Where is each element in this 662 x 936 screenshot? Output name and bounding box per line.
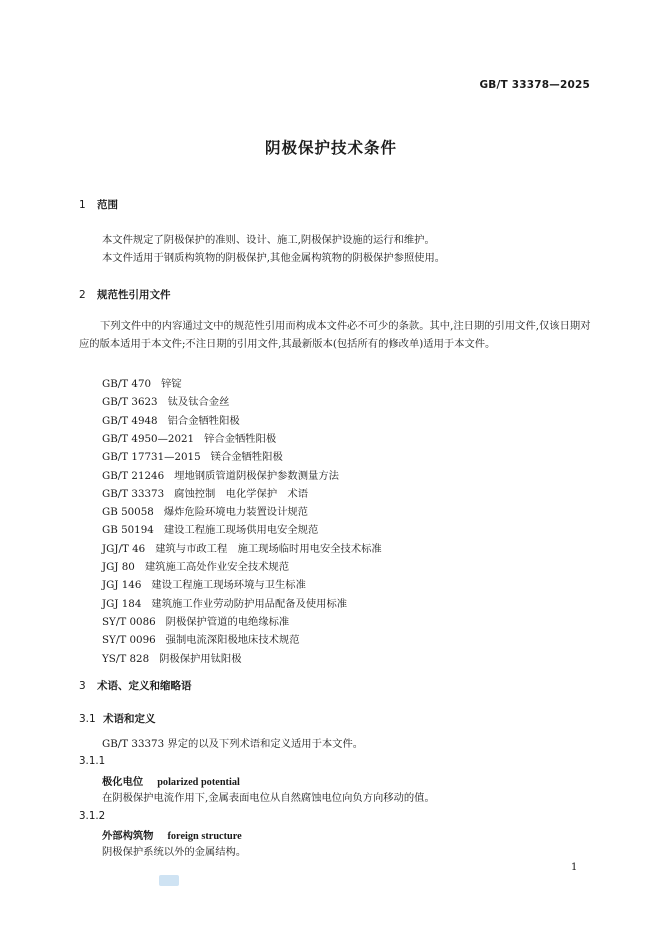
term-zh: 外部构筑物 (102, 830, 154, 842)
reference-code: JGJ/T 46 (102, 542, 146, 555)
reference-title: 建设工程施工现场供用电安全规范 (163, 524, 319, 537)
reference-title: 铝合金牺牲阳极 (167, 414, 240, 427)
reference-code: JGJ 80 (102, 561, 135, 573)
reference-code: GB/T 4950—2021 (102, 432, 195, 445)
term-entry (102, 827, 242, 842)
reference-title: 建筑施工高处作业安全技术规范 (144, 561, 290, 573)
reference-item (102, 595, 347, 610)
reference-title: 建筑与市政工程 施工现场临时用电安全技术标准 (155, 542, 382, 555)
reference-item (102, 631, 300, 646)
reference-code: GB/T 33373 (102, 487, 165, 500)
reference-item (102, 485, 308, 500)
reference-item (102, 393, 229, 408)
reference-item (102, 448, 283, 463)
reference-title: 阴极保护管道的电绝缘标准 (165, 615, 290, 628)
term-en: polarized potential (157, 777, 240, 788)
page-number: 1 (571, 862, 578, 873)
reference-item (102, 503, 308, 518)
section-number: 3 (79, 680, 86, 692)
term-en: foreign structure (167, 831, 242, 842)
reference-code: JGJ 146 (102, 579, 142, 592)
reference-title: 腐蚀控制 电化学保护 术语 (174, 487, 309, 500)
reference-code: YS/T 828 (102, 652, 150, 665)
reference-item (102, 540, 382, 555)
reference-code: SY/T 0086 (102, 615, 156, 628)
subsection-3-1-heading (79, 711, 156, 726)
reference-item (102, 375, 182, 390)
watermark-logo (159, 875, 179, 886)
reference-title: 锌合金牺牲阳极 (204, 432, 277, 445)
reference-title: 锌锭 (161, 378, 182, 390)
section-1-para-1: 本文件规定了阴极保护的准则、设计、施工,阴极保护设施的运行和维护。 (102, 234, 435, 246)
standard-code: GB/T 33378—2025 (479, 79, 590, 91)
subsection-title: 术语和定义 (103, 713, 156, 725)
section-title: 规范性引用文件 (97, 289, 171, 301)
reference-code: GB/T 3623 (102, 396, 158, 409)
section-3-heading (79, 678, 192, 693)
reference-code: GB/T 4948 (102, 414, 158, 427)
reference-title: 阴极保护用钛阳极 (159, 652, 242, 665)
reference-item (102, 650, 242, 665)
reference-item (102, 430, 276, 445)
reference-title: 镁合金牺牲阳极 (210, 451, 283, 464)
reference-code: SY/T 0096 (102, 634, 156, 647)
term-number: 3.1.1 (79, 755, 106, 767)
reference-item (102, 576, 306, 591)
term-definition: 阴极保护系统以外的金属结构。 (102, 846, 247, 858)
reference-title: 钛及钛合金丝 (167, 396, 230, 409)
reference-code: GB/T 21246 (102, 469, 165, 482)
reference-title: 建筑施工作业劳动防护用品配备及使用标准 (151, 597, 348, 610)
reference-code: JGJ 184 (102, 597, 142, 610)
reference-item (102, 613, 289, 628)
section-2-heading (79, 287, 171, 302)
section-title: 范围 (97, 199, 118, 211)
reference-title: 爆炸危险环境电力装置设计规范 (163, 506, 308, 519)
document-title: 阴极保护技术条件 (264, 139, 397, 157)
subsection-number: 3.1 (79, 713, 96, 725)
term-definition: 在阴极保护电流作用下,金属表面电位从自然腐蚀电位向负方向移动的值。 (102, 792, 435, 804)
subsection-3-1-intro: GB/T 33373 界定的以及下列术语和定义适用于本文件。 (102, 738, 364, 750)
reference-item (102, 558, 289, 573)
section-title: 术语、定义和缩略语 (97, 680, 192, 692)
section-1-para-2: 本文件适用于钢质构筑物的阴极保护,其他金属构筑物的阴极保护参照使用。 (102, 252, 446, 264)
section-2-intro: 下列文件中的内容通过文中的规范性引用而构成本文件必不可少的条款。其中,注日期的引用文件,仅该日期对应的版本适用于本文件;不注日期的引用文件,其最新版本(包括所有的修改单)适用于本文件。 (79, 320, 591, 350)
term-number: 3.1.2 (79, 810, 106, 822)
reference-item (102, 521, 318, 536)
section-1-heading (79, 197, 118, 212)
reference-code: GB 50058 (102, 506, 154, 519)
reference-title: 强制电流深阳极地床技术规范 (165, 634, 300, 647)
reference-code: GB/T 470 (102, 378, 152, 390)
reference-title: 建设工程施工现场环境与卫生标准 (151, 579, 306, 592)
reference-item (102, 412, 240, 427)
reference-item (102, 467, 339, 482)
term-entry (102, 773, 240, 788)
term-zh: 极化电位 (102, 776, 144, 788)
section-number: 1 (79, 199, 86, 211)
section-number: 2 (79, 289, 86, 301)
reference-code: GB/T 17731—2015 (102, 451, 201, 464)
reference-title: 埋地钢质管道阴极保护参数测量方法 (174, 469, 339, 482)
reference-code: GB 50194 (102, 524, 154, 537)
